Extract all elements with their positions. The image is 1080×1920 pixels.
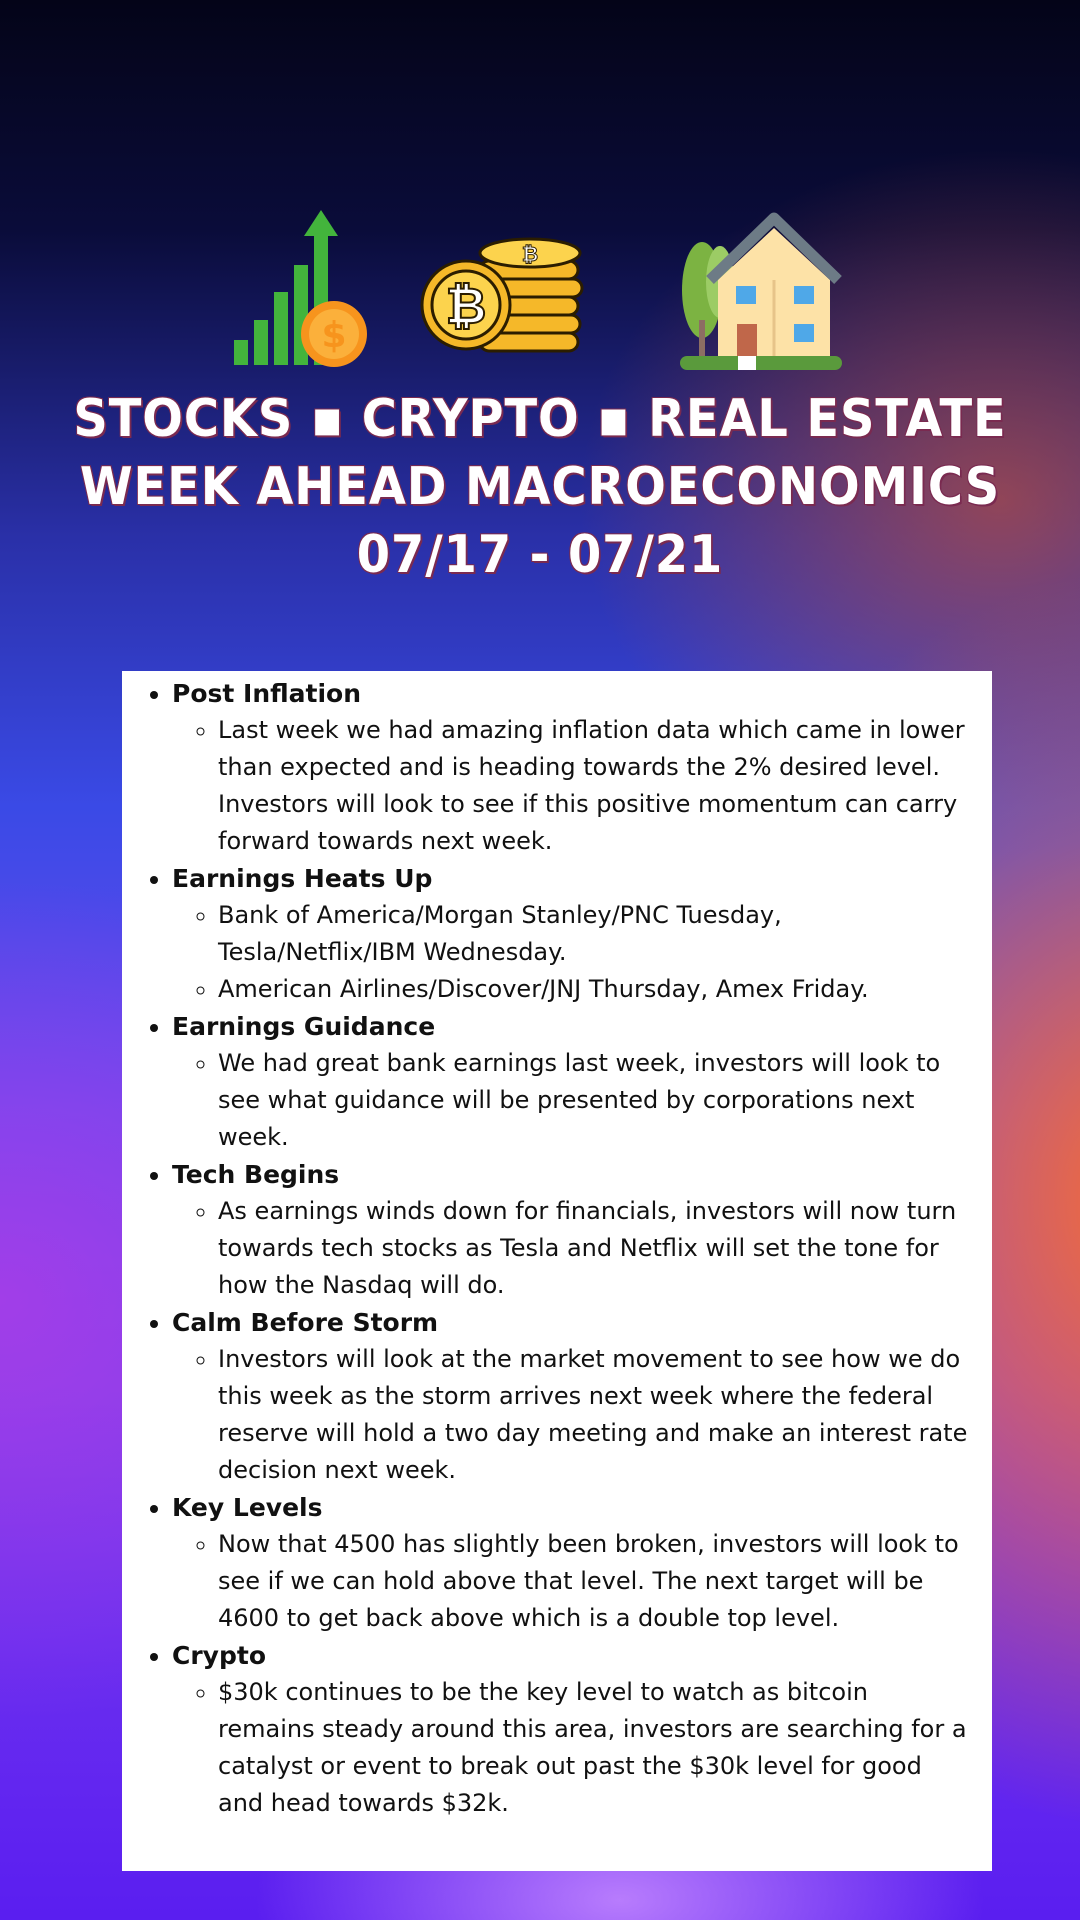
headline (0, 385, 1080, 589)
svg-text:₿: ₿ (445, 277, 487, 335)
detail-list (172, 1674, 972, 1822)
topic-title: Earnings Guidance (172, 1012, 436, 1041)
headline-line-1: STOCKS ▪ CRYPTO ▪ REAL ESTATE (73, 389, 1007, 449)
topic-title: Key Levels (172, 1493, 323, 1522)
bitcoin-coins-icon (418, 233, 588, 368)
detail-item: ◦ Investors will look at the market movement to see how we do this week as the storm arrives next week where the federal reserve will hold a two day meeting and make an interest rate decision next week. (218, 1341, 972, 1489)
list-item (172, 1304, 972, 1489)
detail-list (172, 1045, 972, 1156)
list-item (172, 1489, 972, 1637)
detail-item: ◦ $30k continues to be the key level to watch as bitcoin remains steady around this area, investors are searching for a catalyst or event to break out past the $30k level for good and head towards $32k. (218, 1674, 972, 1822)
topic-title: Post Inflation (172, 679, 362, 708)
detail-list (172, 897, 972, 1008)
list-item (172, 1637, 972, 1822)
content-card (122, 671, 992, 1871)
headline-line-3: 07/17 - 07/21 (356, 525, 724, 585)
svg-text:$: $ (321, 315, 347, 356)
topic-title: Crypto (172, 1641, 266, 1670)
svg-text:₿: ₿ (521, 242, 539, 266)
topic-title: Calm Before Storm (172, 1308, 439, 1337)
header-icons (0, 205, 1080, 375)
growth-chart-icon (232, 210, 372, 370)
topic-title: Tech Begins (172, 1160, 340, 1189)
list-item (172, 1156, 972, 1304)
topic-title: Earnings Heats Up (172, 864, 433, 893)
list-item (172, 1008, 972, 1156)
detail-list (172, 712, 972, 860)
detail-item: ◦ Last week we had amazing inflation data which came in lower than expected and is heading towards the 2% desired level. Investors will look to see if this positive momentum can carry forward towards next week. (218, 712, 972, 860)
detail-list (172, 1193, 972, 1304)
detail-item: ◦ Bank of America/Morgan Stanley/PNC Tuesday, Tesla/Netflix/IBM Wednesday. (218, 897, 972, 971)
topic-list (142, 675, 972, 1822)
detail-item: ◦ We had great bank earnings last week, investors will look to see what guidance will be presented by corporations next week. (218, 1045, 972, 1156)
detail-item: ◦ As earnings winds down for financials, investors will now turn towards tech stocks as Tesla and Netflix will set the tone for how the Nasdaq will do. (218, 1193, 972, 1304)
detail-item: ◦ American Airlines/Discover/JNJ Thursday, Amex Friday. (218, 971, 972, 1008)
headline-line-2: WEEK AHEAD MACROECONOMICS (79, 457, 1001, 517)
list-item (172, 675, 972, 860)
detail-item: ◦ Now that 4500 has slightly been broken, investors will look to see if we can hold above that level. The next target will be 4600 to get back above which is a double top level. (218, 1526, 972, 1637)
detail-list (172, 1341, 972, 1489)
house-icon (680, 210, 850, 370)
detail-list (172, 1526, 972, 1637)
list-item (172, 860, 972, 1008)
